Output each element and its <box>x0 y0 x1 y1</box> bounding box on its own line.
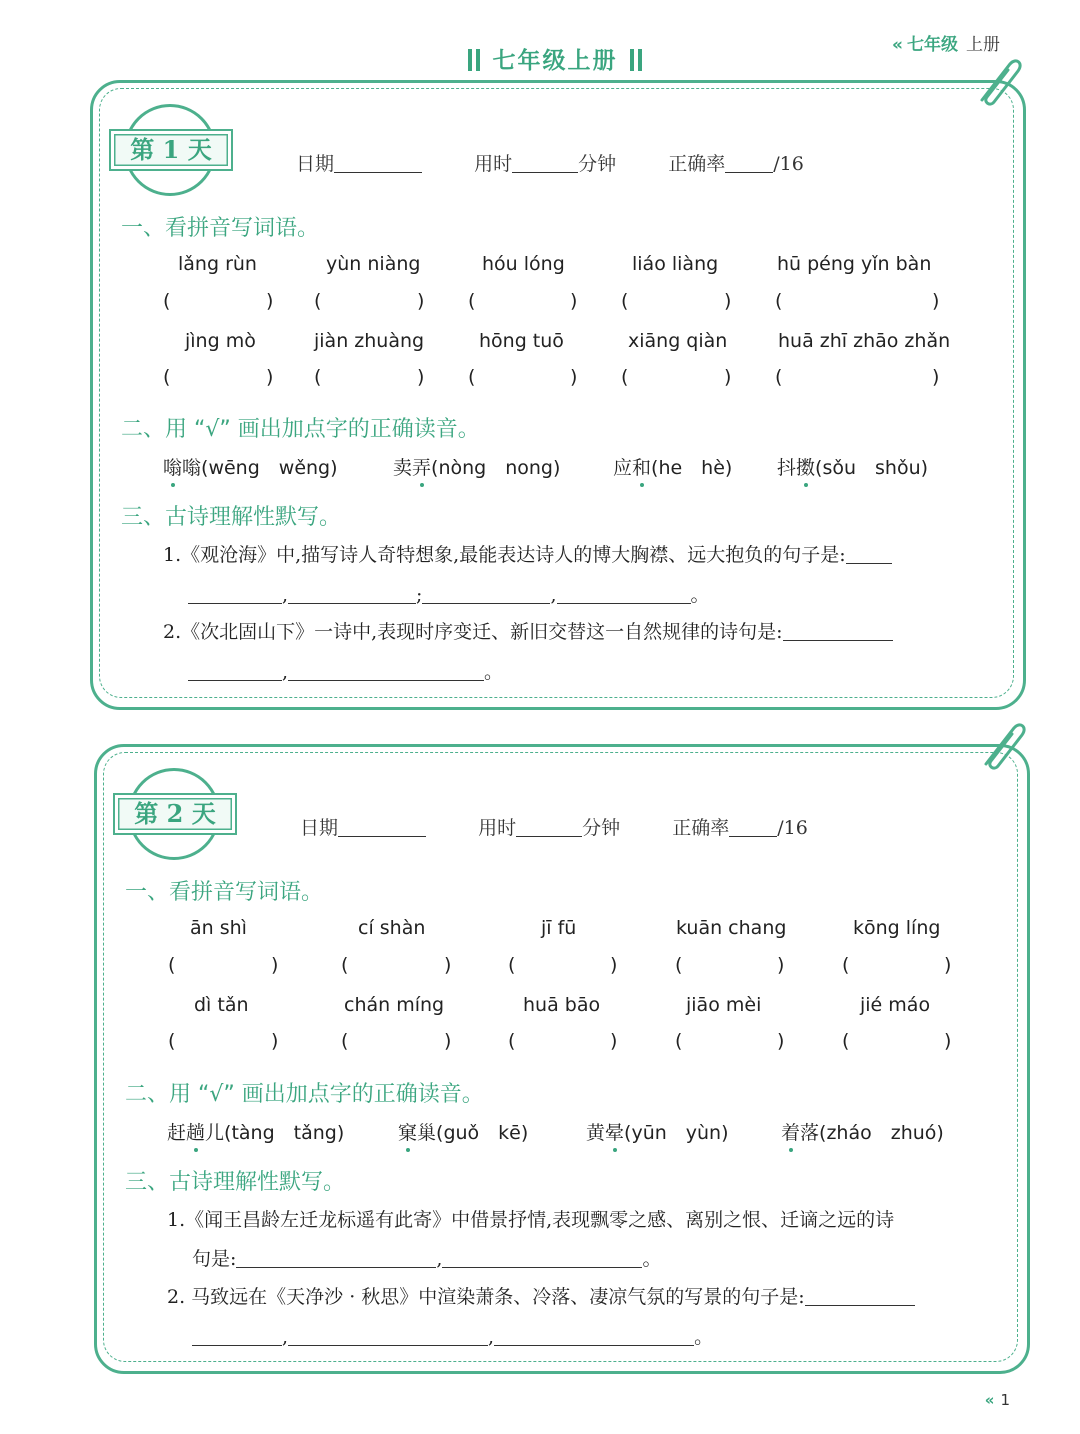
answer-blank[interactable] <box>557 603 691 604</box>
day2-badge: 第 2 天 <box>113 793 237 835</box>
answer-box-open[interactable]: ( <box>468 290 476 312</box>
day1-question-1: 1.《观沧海》中,描写诗人奇特想象,最能表达诗人的博大胸襟、远大抱负的句子是: <box>163 540 892 567</box>
reading-options: (sǒu shǒu) <box>815 457 929 479</box>
time-label: 用时 <box>474 153 513 175</box>
answer-blank[interactable] <box>188 603 282 604</box>
minutes-label: 分钟 <box>582 817 621 839</box>
date-blank[interactable] <box>338 836 426 837</box>
reading-options: (yūn yùn) <box>624 1122 729 1144</box>
day2-pinyin-7: chán míng <box>344 994 445 1016</box>
dotted-char: 弄 <box>412 457 432 479</box>
dotted-char: 擞 <box>796 457 816 479</box>
answer-blank[interactable] <box>783 640 893 641</box>
answer-box-close: ) <box>570 290 578 312</box>
dotted-char: 和 <box>632 457 652 479</box>
day2-choice-3[interactable]: 黄晕(yūn yùn) <box>586 1122 729 1144</box>
reading-options: (guǒ kē) <box>436 1122 529 1144</box>
day1-pinyin-5: hū péng yǐn bàn <box>777 253 932 275</box>
title-bar-left-2 <box>476 49 480 71</box>
answer-box-open[interactable]: ( <box>314 290 322 312</box>
day1-pinyin-7: jiàn zhuàng <box>314 330 425 352</box>
grade-label: 七年级 <box>907 35 958 55</box>
answer-box-close: ) <box>266 290 274 312</box>
accuracy-blank[interactable] <box>725 172 773 173</box>
answer-box-open[interactable]: ( <box>468 366 476 388</box>
answer-box-open[interactable]: ( <box>621 366 629 388</box>
day1-pinyin-1: lǎng rùn <box>178 253 257 275</box>
answer-blank[interactable] <box>288 680 484 681</box>
answer-box-open[interactable]: ( <box>775 366 783 388</box>
day1-pinyin-4: liáo liàng <box>632 253 719 275</box>
accuracy-label: 正确率 <box>672 817 730 839</box>
answer-box-close: ) <box>271 1030 279 1052</box>
answer-box-open[interactable]: ( <box>314 366 322 388</box>
reading-options: (wēng wěng) <box>201 457 338 479</box>
title-bar-right <box>630 49 634 71</box>
day1-question-2-answers: , 。 <box>188 657 503 684</box>
reading-options: (nòng nong) <box>431 457 561 479</box>
day1-choice-1[interactable]: 嗡嗡(wēng wěng) <box>163 457 338 479</box>
title-bar-left <box>468 49 472 71</box>
answer-box-open[interactable]: ( <box>842 954 850 976</box>
total-label: /16 <box>773 153 804 175</box>
answer-box-close: ) <box>271 954 279 976</box>
dotted-char: 嗡 <box>163 457 183 479</box>
answer-blank[interactable] <box>236 1267 436 1268</box>
answer-box-open[interactable]: ( <box>675 954 683 976</box>
day2-meta <box>300 813 808 840</box>
day1-pinyin-6: jìng mò <box>185 330 256 352</box>
time-blank[interactable] <box>512 172 578 173</box>
day1-pinyin-8: hōng tuō <box>479 330 564 352</box>
answer-box-close: ) <box>777 1030 785 1052</box>
day2-question-2-answers: , , 。 <box>192 1322 713 1349</box>
answer-box-open[interactable]: ( <box>168 954 176 976</box>
day1-badge: 第 1 天 <box>109 129 233 171</box>
answer-box-open[interactable]: ( <box>508 1030 516 1052</box>
date-label: 日期 <box>296 153 335 175</box>
dotted-char: 窠 <box>398 1122 418 1144</box>
dotted-char: 晕 <box>605 1122 625 1144</box>
day1-pinyin-3: hóu lóng <box>482 253 565 275</box>
answer-box-open[interactable]: ( <box>163 366 171 388</box>
grade-tag <box>892 30 1000 55</box>
page-number <box>985 1391 1010 1409</box>
day2-question-1: 1.《闻王昌龄左迁龙标遥有此寄》中借景抒情,表现飘零之感、离别之恨、迁谪之远的诗 <box>167 1209 895 1231</box>
answer-blank[interactable] <box>192 1345 282 1346</box>
answer-box-open[interactable]: ( <box>508 954 516 976</box>
day1-section2-title: 二、用 “√” 画出加点字的正确读音。 <box>121 417 480 442</box>
answer-box-close: ) <box>724 366 732 388</box>
day1-choice-2[interactable]: 卖弄(nòng nong) <box>393 457 561 479</box>
day2-pinyin-1: ān shì <box>190 917 247 939</box>
reading-options: (he hè) <box>651 457 733 479</box>
reading-options: (tàng tǎng) <box>224 1122 345 1144</box>
answer-box-close: ) <box>444 954 452 976</box>
term-label: 上册 <box>966 35 1000 55</box>
day1-section1-title: 一、看拼音写词语。 <box>121 216 320 241</box>
day2-choice-2[interactable]: 窠巢(guǒ kē) <box>398 1122 529 1144</box>
day1-pinyin-10: huā zhī zhāo zhǎn <box>778 330 951 352</box>
answer-blank[interactable] <box>442 1267 642 1268</box>
answer-box-close: ) <box>417 366 425 388</box>
day1-choice-4[interactable]: 抖擞(sǒu shǒu) <box>777 457 929 479</box>
answer-blank[interactable] <box>288 1345 488 1346</box>
answer-box-open[interactable]: ( <box>163 290 171 312</box>
answer-box-close: ) <box>724 290 732 312</box>
answer-blank[interactable] <box>805 1305 915 1306</box>
answer-box-open[interactable]: ( <box>842 1030 850 1052</box>
day2-pinyin-5: kōng líng <box>853 917 941 939</box>
day2-pinyin-2: cí shàn <box>358 917 426 939</box>
double-chevron-icon: « <box>892 35 903 55</box>
day2-pinyin-4: kuān chang <box>676 917 787 939</box>
day2-choice-1[interactable]: 赶趟儿(tàng tǎng) <box>167 1122 345 1144</box>
answer-box-close: ) <box>610 954 618 976</box>
answer-box-open[interactable]: ( <box>341 1030 349 1052</box>
day1-pinyin-9: xiāng qiàn <box>628 330 728 352</box>
day1-question-1-answers: , ; , 。 <box>188 580 710 607</box>
answer-box-close: ) <box>777 954 785 976</box>
answer-box-close: ) <box>932 290 940 312</box>
day2-section2-title: 二、用 “√” 画出加点字的正确读音。 <box>125 1082 484 1107</box>
day1-pinyin-2: yùn niàng <box>326 253 421 275</box>
accuracy-label: 正确率 <box>668 153 726 175</box>
day2-pinyin-3: jī fū <box>541 917 577 939</box>
day1-question-2: 2.《次北固山下》一诗中,表现时序变迁、新旧交替这一自然规律的诗句是: <box>163 617 893 644</box>
answer-box-close: ) <box>610 1030 618 1052</box>
dotted-char: 趟 <box>186 1122 206 1144</box>
answer-box-close: ) <box>944 1030 952 1052</box>
answer-blank[interactable] <box>494 1345 694 1346</box>
minutes-label: 分钟 <box>578 153 617 175</box>
time-blank[interactable] <box>516 836 582 837</box>
day1-section3-title: 三、古诗理解性默写。 <box>121 505 342 530</box>
day2-section1-title: 一、看拼音写词语。 <box>125 880 324 905</box>
answer-box-open[interactable]: ( <box>675 1030 683 1052</box>
answer-box-open[interactable]: ( <box>341 954 349 976</box>
answer-box-close: ) <box>444 1030 452 1052</box>
date-blank[interactable] <box>334 172 422 173</box>
time-label: 用时 <box>478 817 517 839</box>
title-bar-right-2 <box>638 49 642 71</box>
day2-question-1-answers: 句是: , 。 <box>192 1248 662 1270</box>
answer-box-close: ) <box>266 366 274 388</box>
answer-box-open[interactable]: ( <box>168 1030 176 1052</box>
answer-blank[interactable] <box>288 603 416 604</box>
day1-meta <box>296 149 804 176</box>
answer-blank[interactable] <box>422 603 550 604</box>
day2-pinyin-9: jiāo mèi <box>686 994 762 1016</box>
day2-question-2: 2. 马致远在《天净沙 · 秋思》中渲染萧条、冷落、凄凉气氛的写景的句子是: <box>167 1282 915 1309</box>
date-label: 日期 <box>300 817 339 839</box>
page-number-text: 1 <box>1000 1391 1010 1409</box>
answer-box-close: ) <box>417 290 425 312</box>
dotted-char: 着 <box>781 1122 801 1144</box>
day2-pinyin-8: huā bāo <box>523 994 601 1016</box>
answer-box-close: ) <box>932 366 940 388</box>
day1-choice-3[interactable]: 应和(he hè) <box>613 457 733 479</box>
answer-blank[interactable] <box>846 563 892 564</box>
double-chevron-icon: « <box>984 1391 995 1409</box>
answer-blank[interactable] <box>188 680 282 681</box>
reading-options: (zháo zhuó) <box>819 1122 944 1144</box>
answer-box-open[interactable]: ( <box>621 290 629 312</box>
day2-section3-title: 三、古诗理解性默写。 <box>125 1170 346 1195</box>
day2-pinyin-10: jié máo <box>860 994 931 1016</box>
accuracy-blank[interactable] <box>729 836 777 837</box>
total-label: /16 <box>777 817 808 839</box>
book-title-text: 七年级上册 <box>492 47 618 74</box>
day2-pinyin-6: dì tǎn <box>194 994 249 1016</box>
day2-choice-4[interactable]: 着落(zháo zhuó) <box>781 1122 944 1144</box>
answer-box-open[interactable]: ( <box>775 290 783 312</box>
answer-box-close: ) <box>570 366 578 388</box>
answer-box-close: ) <box>944 954 952 976</box>
